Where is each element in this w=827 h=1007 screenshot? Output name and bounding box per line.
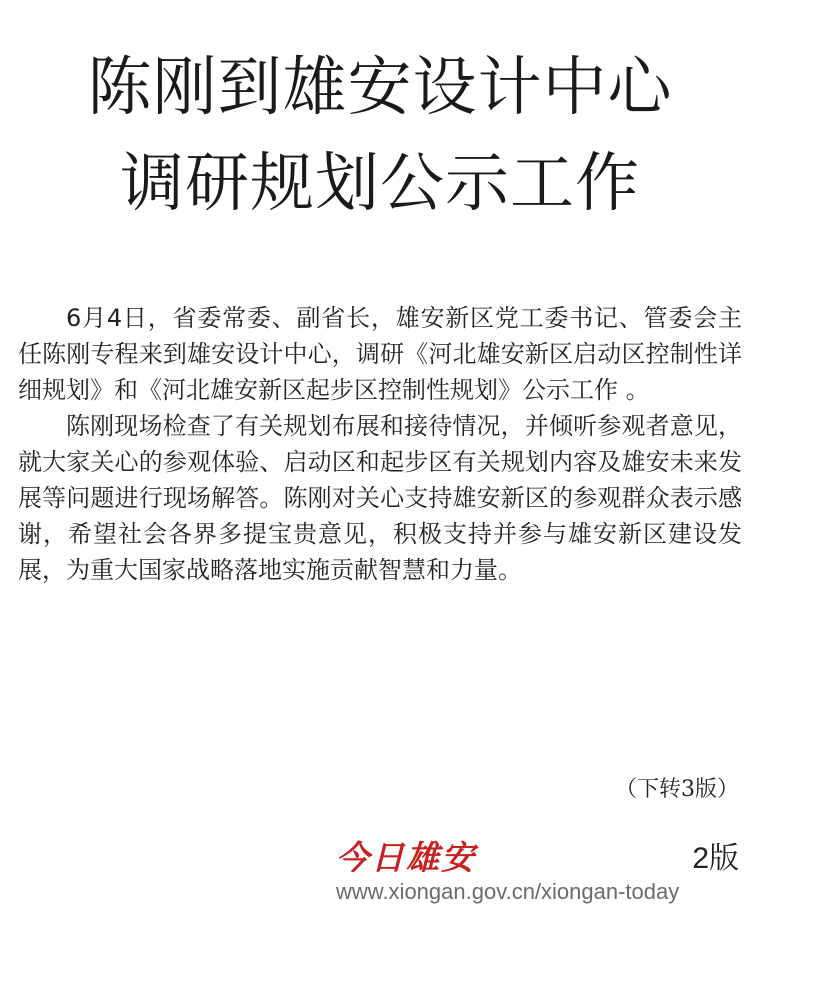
article-paragraph-1: 6月4日，省委常委、副省长，雄安新区党工委书记、管委会主任陈刚专程来到雄安设计中心，调研《河北雄安新区启动区控制性详细规划》和《河北雄安新区起步区控制性规划》公示工作 。 bbox=[18, 304, 742, 404]
article-paragraph-2: 陈刚现场检查了有关规划布展和接待情况，并倾听参观者意见，就大家关心的参观体验、启动区和起步区有关规划内容及雄安未来发展等问题进行现场解答。陈刚对关心支持雄安新区的参观群众表示感谢，希望社会各界多提宝贵意见，积极支持并参与雄安新区建设发展，为重大国家战略落地实施贡献智慧和力量。 bbox=[18, 412, 742, 584]
headline-line-1: 陈刚到雄安设计中心 bbox=[87, 51, 673, 125]
headline-line-2: 调研规划公示工作 bbox=[120, 147, 640, 221]
article-body bbox=[18, 300, 742, 588]
site-url: www.xiongan.gov.cn/xiongan-today bbox=[336, 879, 680, 904]
continued-notice: （下转3版） bbox=[615, 777, 739, 802]
page-number: 2版 bbox=[692, 842, 739, 875]
brand-logo: 今日雄安 bbox=[336, 838, 476, 877]
